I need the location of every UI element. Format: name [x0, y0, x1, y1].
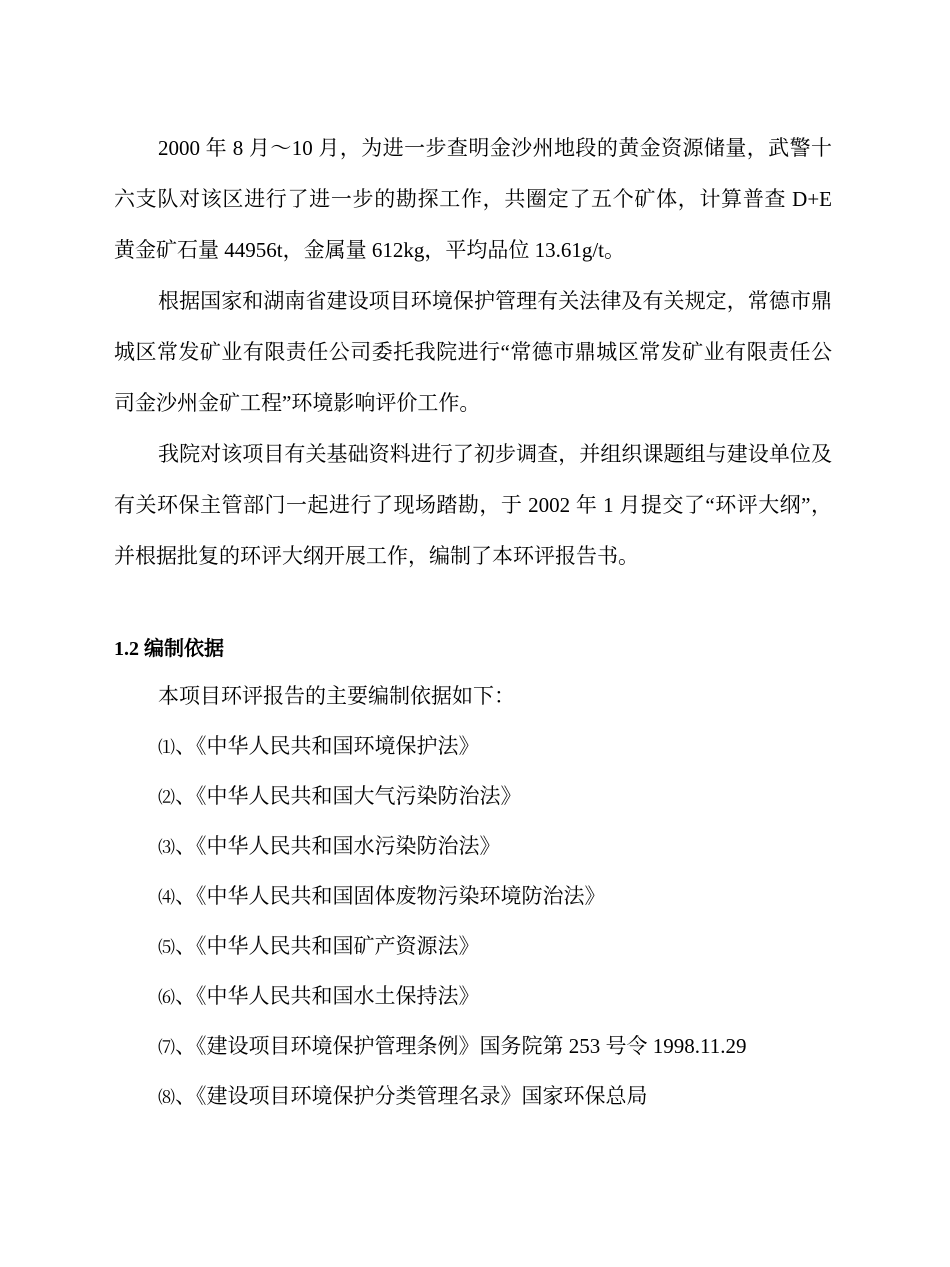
- list-item-number: ⑵: [158, 788, 175, 807]
- list-item-text: 、《中华人民共和国水污染防治法》: [175, 834, 501, 858]
- list-item-number: ⑺: [158, 1038, 175, 1057]
- list-item-number: ⑻: [158, 1088, 175, 1107]
- list-item-number: ⑴: [158, 738, 175, 757]
- list-item: [114, 821, 854, 871]
- paragraph-commission: 根据国家和湖南省建设项目环境保护管理有关法律及有关规定，常德市鼎城区常发矿业有限责任公司委托我院进行“常德市鼎城区常发矿业有限责任公司金沙州金矿工程”环境影响评价工作。: [114, 289, 832, 415]
- list-item-number: ⑸: [158, 938, 175, 957]
- list-item-number: ⑶: [158, 838, 175, 857]
- list-item-text: 、《中华人民共和国水土保持法》: [175, 984, 480, 1008]
- body-text: [114, 123, 832, 582]
- basis-list: [114, 671, 854, 1121]
- list-item: [114, 721, 854, 771]
- list-item: [114, 871, 854, 921]
- list-item-number: ⑹: [158, 988, 175, 1007]
- list-item: [114, 1021, 854, 1071]
- list-item-text: 、《中华人民共和国矿产资源法》: [175, 934, 480, 958]
- list-item: [114, 921, 854, 971]
- list-item: [114, 1071, 854, 1121]
- list-item-text: 、《中华人民共和国大气污染防治法》: [175, 784, 522, 808]
- list-item: [114, 971, 854, 1021]
- section-heading: 1.2 编制依据: [114, 638, 224, 660]
- list-item: [114, 771, 854, 821]
- list-item-text: 、《建设项目环境保护管理条例》国务院第 253 号令 1998.11.29: [175, 1034, 747, 1058]
- paragraph-exploration: 2000 年 8 月～10 月，为进一步查明金沙州地段的黄金资源储量，武警十六支队对该区进行了进一步的勘探工作，共圈定了五个矿体，计算普查 D+E 黄金矿石量 44956t，金属量 612kg，平均品位 13.61g/t。: [114, 136, 832, 262]
- list-item-text: 、《建设项目环境保护分类管理名录》国家环保总局: [175, 1084, 648, 1108]
- list-item-text: 、《中华人民共和国环境保护法》: [175, 734, 480, 758]
- list-item-number: ⑷: [158, 888, 175, 907]
- paragraph-survey: 我院对该项目有关基础资料进行了初步调查，并组织课题组与建设单位及有关环保主管部门一起进行了现场踏勘，于 2002 年 1 月提交了“环评大纲”，并根据批复的环评大纲开展工作，编制了本环评报告书。: [114, 442, 832, 568]
- list-item-text: 、《中华人民共和国固体废物污染环境防治法》: [175, 884, 606, 908]
- basis-intro: 本项目环评报告的主要编制依据如下：: [158, 684, 515, 708]
